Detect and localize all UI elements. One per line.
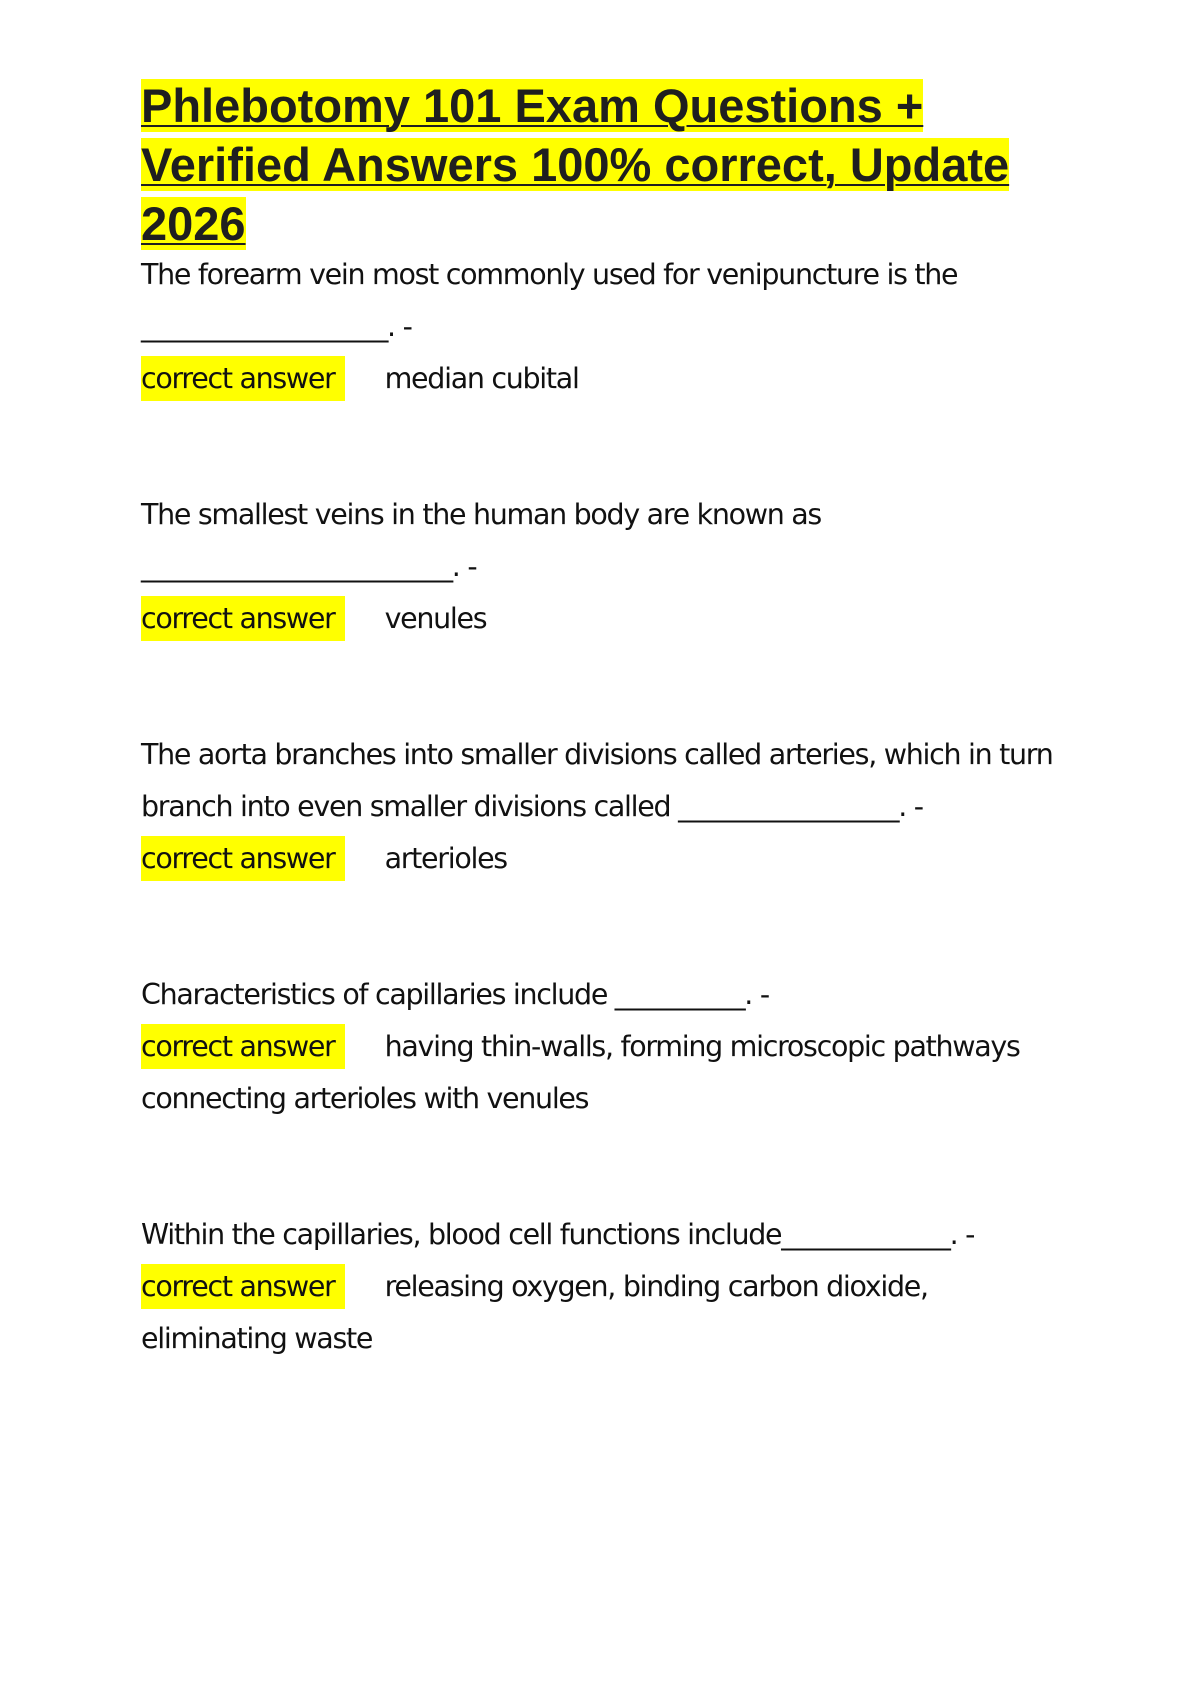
answer-text: venules xyxy=(384,602,487,635)
answer-line xyxy=(141,833,1081,885)
answer-line xyxy=(141,593,1081,645)
answer-label: correct answer xyxy=(141,836,345,881)
qa-item xyxy=(141,969,1081,1125)
answer-label: correct answer xyxy=(141,1264,345,1309)
question-text: Characteristics of capillaries include __________. - xyxy=(141,978,769,1011)
question-text: The aorta branches into smaller divisions called arteries, which in turn branch into even smaller divisions called _________________. - xyxy=(141,738,1053,823)
answer-label: correct answer xyxy=(141,356,345,401)
answer-text: median cubital xyxy=(384,362,579,395)
answer-label: correct answer xyxy=(141,1024,345,1069)
document-title xyxy=(141,76,1081,253)
qa-item xyxy=(141,489,1081,645)
document-content xyxy=(141,76,1081,1449)
answer-text: having thin-walls, forming microscopic pathways connecting arterioles with venules xyxy=(141,1030,1020,1115)
qa-item xyxy=(141,1209,1081,1365)
answer-text: arterioles xyxy=(384,842,507,875)
document-title-text: Phlebotomy 101 Exam Questions + Verified Answers 100% correct, Update 2026 xyxy=(141,79,1010,250)
answer-text: releasing oxygen, binding carbon dioxide, eliminating waste xyxy=(141,1270,928,1355)
answer-line xyxy=(141,1261,1081,1365)
qa-list xyxy=(141,249,1081,1365)
question-text: The forearm vein most commonly used for venipuncture is the ___________________. - xyxy=(141,258,958,343)
answer-line xyxy=(141,353,1081,405)
question-text: The smallest veins in the human body are known as ________________________. - xyxy=(141,498,821,583)
qa-item xyxy=(141,729,1081,885)
answer-label: correct answer xyxy=(141,596,345,641)
answer-line xyxy=(141,1021,1081,1125)
question-text: Within the capillaries, blood cell functions include_____________. - xyxy=(141,1218,975,1251)
qa-item xyxy=(141,249,1081,405)
